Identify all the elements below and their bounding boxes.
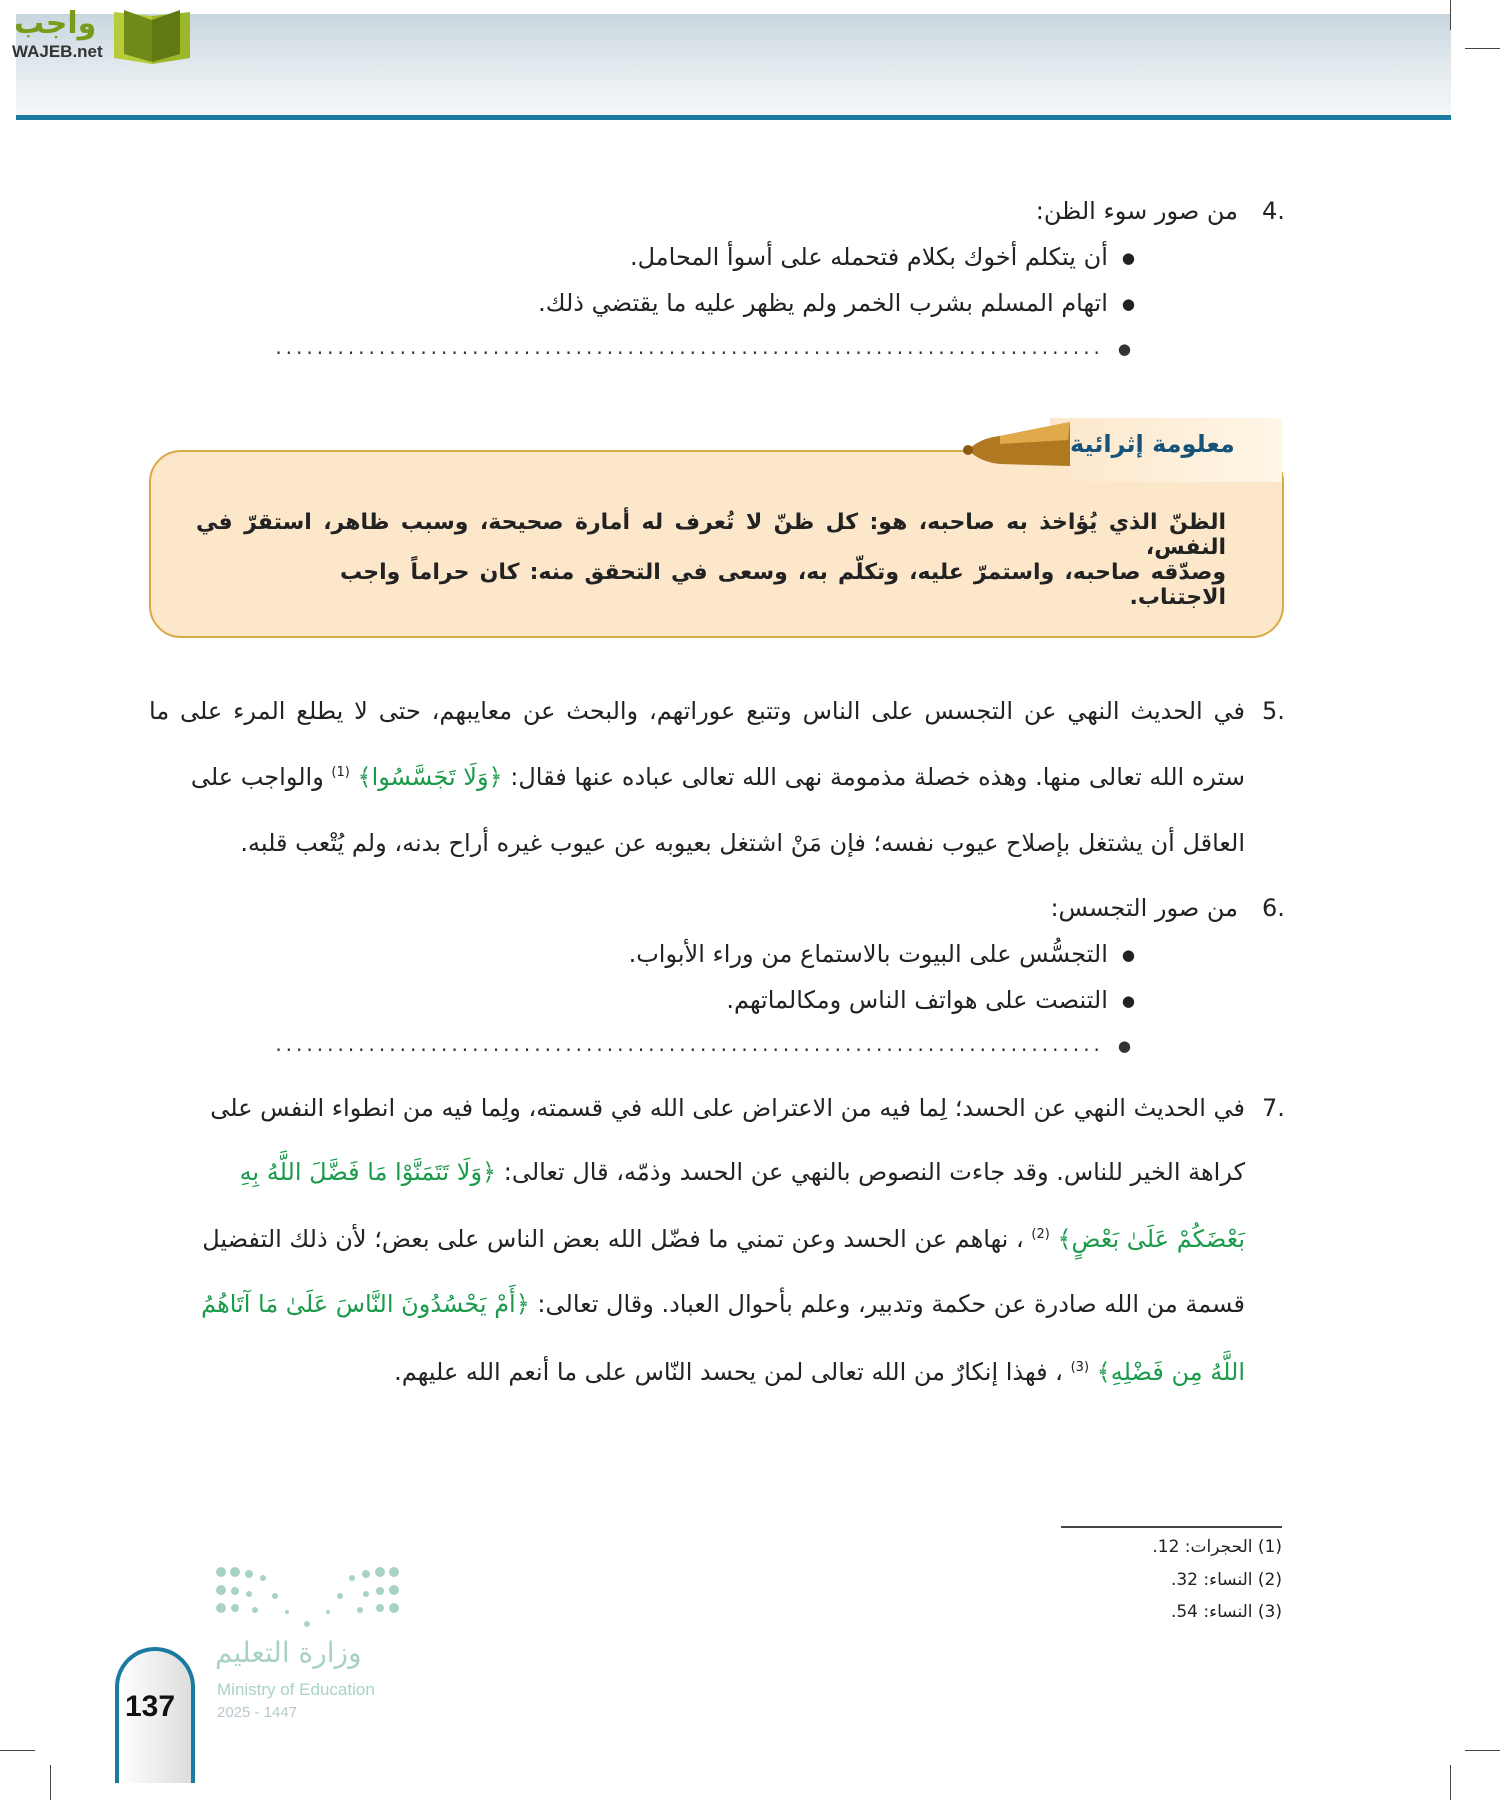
book-icon bbox=[110, 8, 195, 66]
item-number: 4. bbox=[1262, 197, 1285, 225]
edition-year: 2025 - 1447 bbox=[217, 1704, 298, 1721]
crop-mark bbox=[1465, 1750, 1500, 1751]
header-divider bbox=[16, 115, 1451, 120]
footnote-ref[interactable]: (2) bbox=[1031, 1227, 1050, 1242]
logo-arabic: واجب bbox=[14, 6, 97, 41]
header-banner bbox=[16, 14, 1451, 118]
bullet-text: اتهام المسلم بشرب الخمر ولم يظهر عليه ما يقتضي ذلك. bbox=[538, 289, 1108, 317]
crop-mark bbox=[1450, 1765, 1451, 1800]
page-number: 137 bbox=[125, 1690, 176, 1723]
quran-verse: بَعْضَكُمْ عَلَىٰ بَعْضٍ﴾ bbox=[1057, 1225, 1245, 1253]
text: كراهة الخير للناس. وقد جاءت النصوص بالنهي عن الحسد وذمّه، قال تعالى: bbox=[503, 1158, 1245, 1186]
quran-verse: اللَّهُ مِن فَضْلِهِ﴾ bbox=[1096, 1358, 1245, 1386]
footnote-ref[interactable]: (1) bbox=[331, 765, 350, 780]
paragraph-line: في الحديث النهي عن الحسد؛ لِما فيه من الاعتراض على الله في قسمته، ولِما فيه من انطواء النفس على bbox=[210, 1094, 1245, 1122]
ministry-name-english: Ministry of Education bbox=[217, 1680, 375, 1699]
text: ، فهذا إنكارٌ من الله تعالى لمن يحسد النّاس على ما أنعم الله عليهم. bbox=[394, 1358, 1063, 1386]
blank-dots: ................................................................................ bbox=[275, 335, 1104, 359]
paragraph-line bbox=[202, 1225, 1245, 1253]
bullet-item bbox=[538, 289, 1135, 317]
footnote-ref[interactable]: (3) bbox=[1070, 1360, 1090, 1375]
text: والواجب على bbox=[190, 763, 324, 791]
info-text-line: الظنّ الذي يُؤاخذ به صاحبه، هو: كل ظنّ لا تُعرف له أمارة صحيحة، وسبب ظاهر، استقرّ في النفس، bbox=[196, 510, 1226, 560]
ministry-logo-icon bbox=[215, 1566, 400, 1628]
crop-mark bbox=[1450, 0, 1451, 30]
item-number: 7. bbox=[1262, 1094, 1285, 1122]
quran-verse: ﴿أَمْ يَحْسُدُونَ النَّاسَ عَلَىٰ مَا آتَاهُمُ bbox=[201, 1290, 530, 1318]
bullet-text: التنصت على هواتف الناس ومكالماتهم. bbox=[726, 986, 1108, 1014]
footnote: (2) النساء: 32. bbox=[1170, 1570, 1282, 1590]
blank-answer-line[interactable] bbox=[275, 1032, 1135, 1056]
text: قسمة من الله صادرة عن حكمة وتدبير، وعلم بأحوال العباد. وقال تعالى: bbox=[537, 1290, 1245, 1318]
logo-latin: WAJEB.net bbox=[12, 42, 103, 61]
wajeb-logo[interactable] bbox=[10, 8, 190, 68]
item-number: 6. bbox=[1262, 894, 1285, 922]
bullet-item bbox=[630, 243, 1135, 271]
quran-verse: ﴿وَلَا تَتَمَنَّوْا مَا فَضَّلَ اللَّهُ بِهِ bbox=[239, 1158, 497, 1186]
bullet-item bbox=[726, 986, 1135, 1014]
bullet-text: التجسُّس على البيوت بالاستماع من وراء الأبواب. bbox=[628, 940, 1108, 968]
bullet-item bbox=[629, 940, 1135, 968]
paragraph-line bbox=[394, 1358, 1245, 1386]
footnote: (3) النساء: 54. bbox=[1170, 1602, 1282, 1622]
crop-mark bbox=[0, 1750, 35, 1751]
info-text-line: وصدّقه صاحبه، واستمرّ عليه، وتكلّم به، وسعى في التحقق منه: كان حراماً واجب الاجتناب. bbox=[340, 560, 1226, 610]
pen-icon bbox=[960, 420, 1070, 476]
footnote: (1) الحجرات: 12. bbox=[1152, 1537, 1282, 1557]
blank-dots: ................................................................................ bbox=[275, 1032, 1104, 1056]
text: ستره الله تعالى منها. وهذه خصلة مذمومة نهى الله تعالى عباده عنها فقال: bbox=[510, 763, 1245, 791]
paragraph-line: في الحديث النهي عن التجسس على الناس وتتبع عوراتهم، والبحث عن معايبهم، حتى لا يطلع المرء على ما bbox=[149, 697, 1245, 725]
section6-heading: من صور التجسس: bbox=[1050, 894, 1238, 922]
crop-mark bbox=[50, 1765, 51, 1800]
item-number: 5. bbox=[1262, 697, 1285, 725]
paragraph-line bbox=[201, 1290, 1245, 1318]
blank-answer-line[interactable] bbox=[275, 335, 1135, 359]
paragraph-line bbox=[191, 763, 1245, 791]
bullet-text: أن يتكلم أخوك بكلام فتحمله على أسوأ المحامل. bbox=[629, 243, 1108, 271]
section4-heading: من صور سوء الظن: bbox=[1035, 197, 1238, 225]
crop-mark bbox=[1465, 48, 1500, 49]
text: ، نهاهم عن الحسد وعن تمني ما فضّل الله بعض الناس على بعض؛ لأن ذلك التفضيل bbox=[202, 1225, 1024, 1253]
quran-verse: ﴿وَلَا تَجَسَّسُوا﴾ bbox=[357, 763, 503, 791]
paragraph-line: العاقل أن يشتغل بإصلاح عيوب نفسه؛ فإن مَنْ اشتغل بعيوبه عن عيوب غيره أراح بدنه، ولم يُتْعب قلبه. bbox=[240, 829, 1245, 857]
paragraph-line bbox=[240, 1158, 1245, 1186]
ministry-name-arabic: وزارة التعليم bbox=[215, 1636, 362, 1669]
footnote-divider bbox=[1061, 1526, 1282, 1528]
info-title: معلومة إثرائية bbox=[1070, 430, 1235, 458]
